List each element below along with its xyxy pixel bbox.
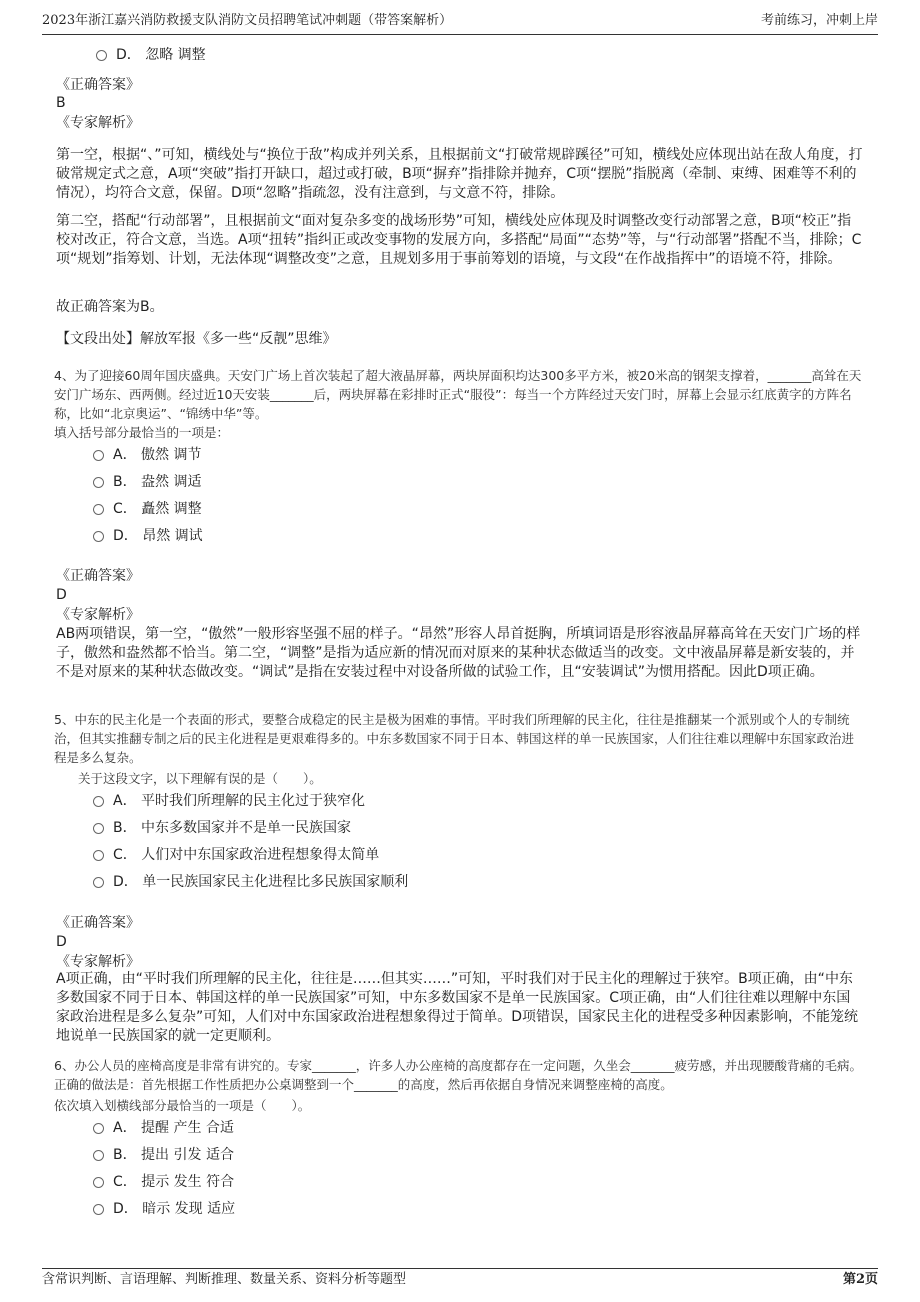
radio-icon[interactable] xyxy=(93,504,104,515)
q6-prompt: 依次填入划横线部分最恰当的一项是（ ）。 xyxy=(54,1098,311,1113)
radio-icon[interactable] xyxy=(93,531,104,542)
q3-analysis-label: 《专家解析》 xyxy=(56,115,140,131)
radio-icon[interactable] xyxy=(93,450,104,461)
q3-answer-label: 《正确答案》 xyxy=(56,77,140,93)
q3-analysis-p2: 第二空，搭配“行动部署”，且根据前文“面对复杂多变的战场形势”可知，横线处应体现及时调整改变行动部署之意，B项“校正”指校对改正，符合文意，当选。A项“扭转”指纠正或改变事物的发展方向，多搭配“局面”“态势”等，与“行动部署”搭配不当，排除；C项“规划”指筹划、计划，无法体现“调整改变”之意，且规划多用于事前筹划的语境，与文段“在作战指挥中”的语境不符，排除。 xyxy=(56,213,862,267)
page-header xyxy=(42,10,878,35)
radio-icon[interactable] xyxy=(93,850,104,861)
q3-answer: B xyxy=(56,95,66,111)
footer-note: 含常识判断、言语理解、判断推理、数量关系、资料分析等题型 xyxy=(42,1272,407,1287)
radio-icon[interactable] xyxy=(93,1150,104,1161)
radio-icon[interactable] xyxy=(93,823,104,834)
q6-stem: 6、办公人员的座椅高度是非常有讲究的。专家_______，许多人办公座椅的高度都存在一定问题，久坐会_______疲劳感，并出现腰酸背痛的毛病。正确的做法是：首先根据工作性质把办公桌调整到一个_______的高度，然后再依据自身情况来调整座椅的高度。 xyxy=(54,1058,862,1092)
page-number: 第2页 xyxy=(842,1272,878,1287)
q5-answer-label: 《正确答案》 xyxy=(56,915,140,931)
page-footer xyxy=(42,1268,878,1291)
q4-analysis-label: 《专家解析》 xyxy=(56,607,140,623)
q4-answer-label: 《正确答案》 xyxy=(56,568,140,584)
radio-icon[interactable] xyxy=(93,1177,104,1188)
q4-answer: D xyxy=(56,587,67,603)
header-slogan: 考前练习，冲刺上岸 xyxy=(760,13,878,28)
document-title: 2023年浙江嘉兴消防救援支队消防文员招聘笔试冲刺题（带答案解析） xyxy=(42,13,453,28)
q5-analysis-label: 《专家解析》 xyxy=(56,954,140,970)
q3-analysis-p3: 故正确答案为B。 xyxy=(56,299,164,315)
q4-stem: 4、为了迎接60周年国庆盛典。天安门广场上首次装起了超大液晶屏幕，两块屏面积均达300多平方米，被20米高的钢架支撑着，_______高耸在天安门广场东、西两侧。经过近10天安装_______后，两块屏幕在彩排时正式“服役”：每当一个方阵经过天安门时，屏幕上会显示红底黄字的方阵名称，比如“北京奥运”、“锦绣中华”等。 xyxy=(54,368,862,421)
q4-analysis: AB两项错误，第一空，“傲然”一般形容坚强不屈的样子。“昂然”形容人昂首挺胸，所填词语是形容液晶屏幕高耸在天安门广场的样子，傲然和盎然都不恰当。第二空，“调整”是指为适应新的情况而对原来的某种状态做适当的改变。文中液晶屏幕是新安装的，并不是对原来的某种状态做改变。“调试”是指在安装过程中对设备所做的试验工作，且“安装调试”为惯用搭配。因此D项正确。 xyxy=(56,626,861,680)
q3-analysis-p1: 第一空，根据“、”可知，横线处与“换位于敌”构成并列关系，且根据前文“打破常规辟蹊径”可知，横线处应体现出站在敌人角度，打破常规定式之意，A项“突破”指打开缺口，超过或打破，B项“摒弃”指排除并抛弃，C项“摆脱”指脱离（牵制、束缚、困难等不利的情况），均符合文意，保留。D项“忽略”指疏忽，没有注意到，与文意不符，排除。 xyxy=(56,147,863,201)
radio-icon[interactable] xyxy=(93,1204,104,1215)
radio-icon[interactable] xyxy=(96,50,107,61)
q5-stem: 5、中东的民主化是一个表面的形式，要整合成稳定的民主是极为困难的事情。平时我们所理解的民主化，往往是推翻某一个派别或个人的专制统治，但其实推翻专制之后的民主化进程是更艰难得多的。中东多数国家不同于日本、韩国这样的单一民族国家，人们往往难以理解中东国家政治进程是多么复杂。 xyxy=(54,712,855,765)
q5-prompt: 关于这段文字，以下理解有误的是（ ）。 xyxy=(78,771,322,786)
q5-answer: D xyxy=(56,934,67,950)
q4-prompt: 填入括号部分最恰当的一项是： xyxy=(54,425,230,440)
radio-icon[interactable] xyxy=(93,1123,104,1134)
q3-source: 【文段出处】解放军报《多一些“反靓”思维》 xyxy=(56,331,337,347)
radio-icon[interactable] xyxy=(93,796,104,807)
radio-icon[interactable] xyxy=(93,877,104,888)
radio-icon[interactable] xyxy=(93,477,104,488)
q5-analysis: A项正确，由“平时我们所理解的民主化，往往是……但其实……”可知，平时我们对于民主化的理解过于狭窄。B项正确，由“中东多数国家不同于日本、韩国这样的单一民族国家”可知，中东多数国家不是单一民族国家。C项正确，由“人们往往难以理解中东国家政治进程是多么复杂”可知，人们对中东国家政治进程想象得过于简单。D项错误，国家民主化的进程受多种因素影响，不能笼统地说单一民族国家的就一定更顺利。 xyxy=(56,971,859,1044)
